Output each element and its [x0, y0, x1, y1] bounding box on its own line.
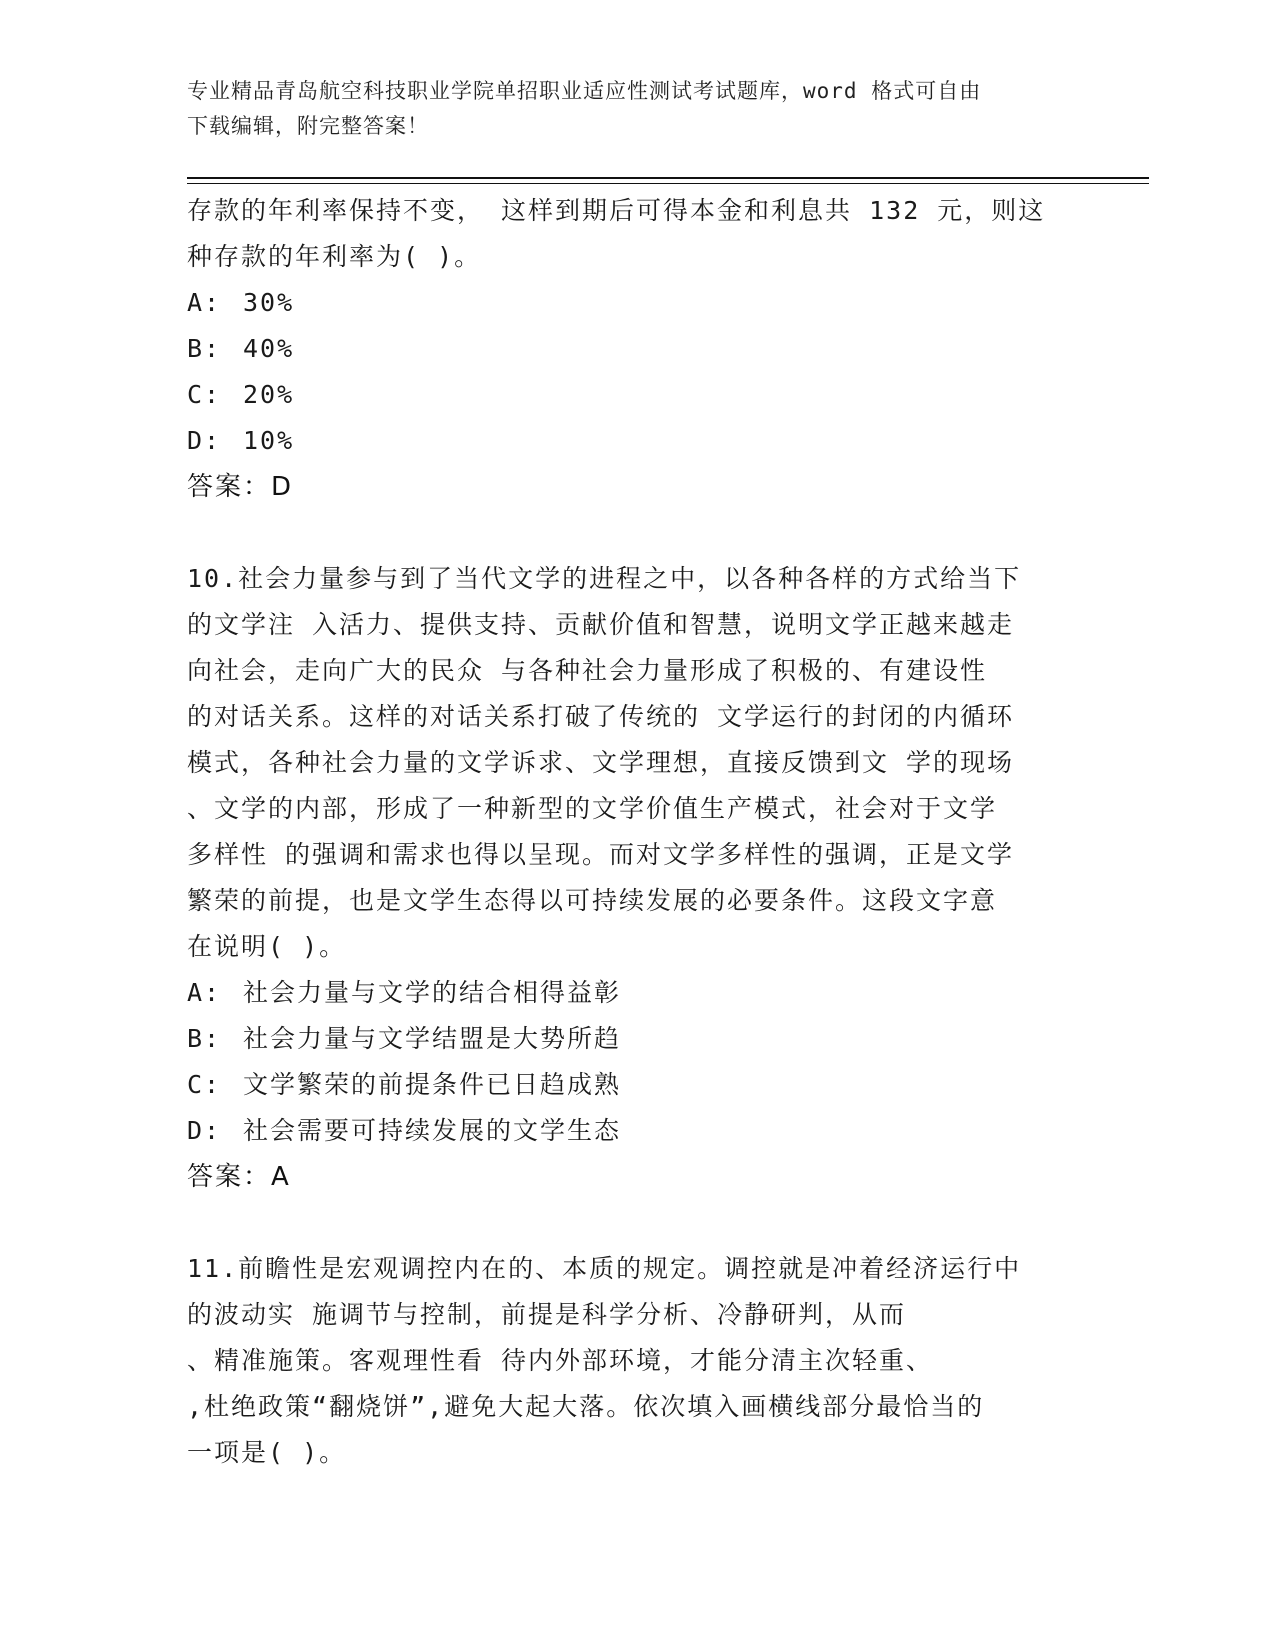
question-text-line: ,杜绝政策“翻烧饼”,避免大起大落。依次填入画横线部分最恰当的 [187, 1392, 985, 1421]
option-key: B: [187, 1024, 222, 1053]
option-text: 社会力量与文学的结合相得益彰 [243, 978, 622, 1007]
option-key: A: [187, 288, 222, 317]
question-text-line: 的波动实 施调节与控制，前提是科学分析、冷静研判，从而 [187, 1300, 907, 1329]
option-b [187, 1016, 1087, 1062]
question-text-line: 存款的年利率保持不变， 这样到期后可得本金和利息共 132 元，则这 [187, 196, 1046, 225]
option-text: 社会力量与文学结盟是大势所趋 [243, 1024, 622, 1053]
answer-line: 答案：D [187, 472, 294, 502]
question-text-line: 模式，各种社会力量的文学诉求、文学理想，直接反馈到文 学的现场 [187, 748, 1015, 777]
spacer [187, 510, 1087, 556]
question-text-line: 种存款的年利率为( )。 [187, 242, 482, 271]
option-text: 20% [243, 380, 295, 409]
question-text-line: 多样性 的强调和需求也得以呈现。而对文学多样性的强调，正是文学 [187, 840, 1015, 869]
question-11 [187, 1246, 1087, 1476]
page-header [187, 74, 1067, 144]
question-text-line: 的文学注 入活力、提供支持、贡献价值和智慧，说明文学正越来越走 [187, 610, 1015, 639]
option-text: 30% [243, 288, 295, 317]
question-9 [187, 188, 1087, 510]
header-rule-thin [187, 183, 1149, 184]
header-rule-thick [187, 177, 1149, 179]
option-a [187, 970, 1087, 1016]
document-body [187, 188, 1087, 1476]
question-10 [187, 556, 1087, 1200]
option-c [187, 1062, 1087, 1108]
option-c [187, 372, 1087, 418]
option-key: B: [187, 334, 222, 363]
question-text-line: 的对话关系。这样的对话关系打破了传统的 文学运行的封闭的内循环 [187, 702, 1015, 731]
question-text-line: 在说明( )。 [187, 932, 347, 961]
answer-line: 答案：A [187, 1162, 291, 1192]
option-text: 40% [243, 334, 295, 363]
question-text-line: 向社会，走向广大的民众 与各种社会力量形成了积极的、有建设性 [187, 656, 988, 685]
header-line-2: 下载编辑，附完整答案！ [187, 114, 429, 138]
question-text-line: 、精准施策。客观理性看 待内外部环境，才能分清主次轻重、 [187, 1346, 934, 1375]
option-key: A: [187, 978, 222, 1007]
header-line-1: 专业精品青岛航空科技职业学院单招职业适应性测试考试题库，word 格式可自由 [187, 79, 982, 103]
option-b [187, 326, 1087, 372]
question-text-line: 11.前瞻性是宏观调控内在的、本质的规定。调控就是冲着经济运行中 [187, 1254, 1022, 1283]
option-a [187, 280, 1087, 326]
option-d [187, 1108, 1087, 1154]
option-text: 社会需要可持续发展的文学生态 [243, 1116, 622, 1145]
question-text-line: 、文学的内部，形成了一种新型的文学价值生产模式，社会对于文学 [187, 794, 998, 823]
option-key: D: [187, 1116, 222, 1145]
option-key: D: [187, 426, 222, 455]
option-d [187, 418, 1087, 464]
option-key: C: [187, 380, 222, 409]
question-text-line: 繁荣的前提，也是文学生态得以可持续发展的必要条件。这段文字意 [187, 886, 998, 915]
option-text: 10% [243, 426, 295, 455]
question-text-line: 一项是( )。 [187, 1438, 347, 1467]
spacer [187, 1200, 1087, 1246]
question-text-line: 10.社会力量参与到了当代文学的进程之中，以各种各样的方式给当下 [187, 564, 1022, 593]
option-key: C: [187, 1070, 222, 1099]
option-text: 文学繁荣的前提条件已日趋成熟 [243, 1070, 622, 1099]
